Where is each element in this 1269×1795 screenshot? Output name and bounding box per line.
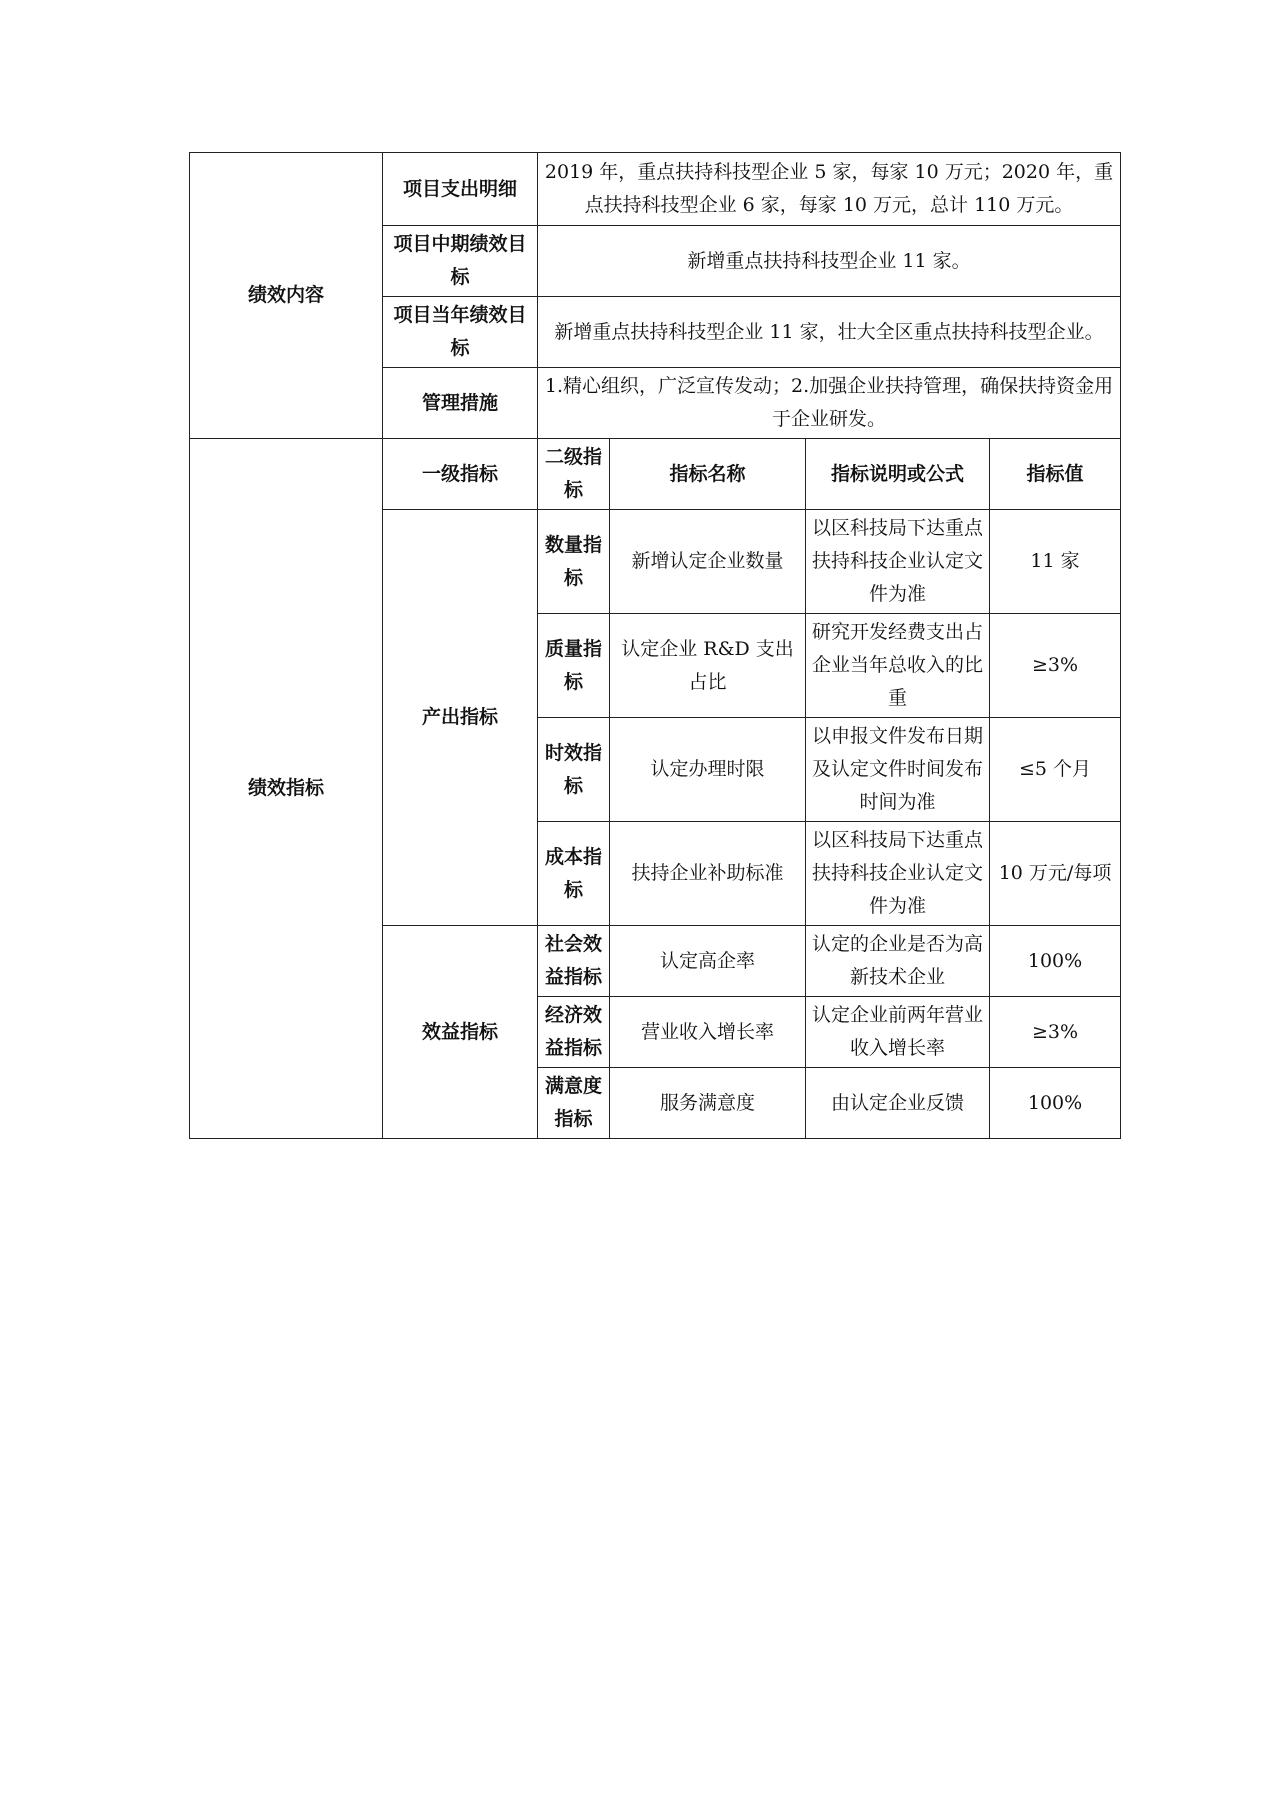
- output-indicator-label: 产出指标: [383, 510, 538, 926]
- indicator-name: 服务满意度: [610, 1068, 806, 1139]
- header-desc: 指标说明或公式: [806, 439, 990, 510]
- level2-cell: 时效指标: [538, 718, 610, 822]
- indicator-name: 新增认定企业数量: [610, 510, 806, 614]
- indicator-desc: 研究开发经费支出占企业当年总收入的比重: [806, 614, 990, 718]
- indicator-value: 11 家: [990, 510, 1121, 614]
- indicator-value: 10 万元/每项: [990, 822, 1121, 926]
- indicator-name: 认定企业 R&D 支出占比: [610, 614, 806, 718]
- row-value: 新增重点扶持科技型企业 11 家。: [538, 226, 1121, 297]
- indicator-value: 100%: [990, 926, 1121, 997]
- level2-cell: 满意度指标: [538, 1068, 610, 1139]
- section-label-content: 绩效内容: [190, 153, 383, 439]
- indicator-value: ≥3%: [990, 614, 1121, 718]
- benefit-indicator-label: 效益指标: [383, 926, 538, 1139]
- section-label-indicators: 绩效指标: [190, 439, 383, 1139]
- row-label: 项目支出明细: [383, 153, 538, 226]
- level2-cell: 经济效益指标: [538, 997, 610, 1068]
- header-level2: 二级指标: [538, 439, 610, 510]
- indicator-value: ≤5 个月: [990, 718, 1121, 822]
- row-label: 项目中期绩效目标: [383, 226, 538, 297]
- row-value: 2019 年，重点扶持科技型企业 5 家，每家 10 万元；2020 年，重点扶持科技型企业 6 家，每家 10 万元，总计 110 万元。: [538, 153, 1121, 226]
- indicator-name: 认定高企率: [610, 926, 806, 997]
- indicator-desc: 以区科技局下达重点扶持科技企业认定文件为准: [806, 822, 990, 926]
- row-value: 新增重点扶持科技型企业 11 家，壮大全区重点扶持科技型企业。: [538, 297, 1121, 368]
- row-value: 1.精心组织，广泛宣传发动；2.加强企业扶持管理，确保扶持资金用于企业研发。: [538, 368, 1121, 439]
- header-level1: 一级指标: [383, 439, 538, 510]
- header-name: 指标名称: [610, 439, 806, 510]
- indicator-desc: 以申报文件发布日期及认定文件时间发布时间为准: [806, 718, 990, 822]
- level2-cell: 数量指标: [538, 510, 610, 614]
- row-label: 项目当年绩效目标: [383, 297, 538, 368]
- indicator-value: ≥3%: [990, 997, 1121, 1068]
- indicator-name: 扶持企业补助标准: [610, 822, 806, 926]
- table-row: [190, 153, 1121, 226]
- row-label: 管理措施: [383, 368, 538, 439]
- indicator-desc: 认定企业前两年营业收入增长率: [806, 997, 990, 1068]
- indicator-name: 营业收入增长率: [610, 997, 806, 1068]
- indicator-desc: 认定的企业是否为高新技术企业: [806, 926, 990, 997]
- indicator-desc: 以区科技局下达重点扶持科技企业认定文件为准: [806, 510, 990, 614]
- level2-cell: 质量指标: [538, 614, 610, 718]
- level2-cell: 社会效益指标: [538, 926, 610, 997]
- indicator-name: 认定办理时限: [610, 718, 806, 822]
- level2-cell: 成本指标: [538, 822, 610, 926]
- performance-table: [189, 152, 1121, 1139]
- indicator-value: 100%: [990, 1068, 1121, 1139]
- header-value: 指标值: [990, 439, 1121, 510]
- indicator-desc: 由认定企业反馈: [806, 1068, 990, 1139]
- table-row: [190, 439, 1121, 510]
